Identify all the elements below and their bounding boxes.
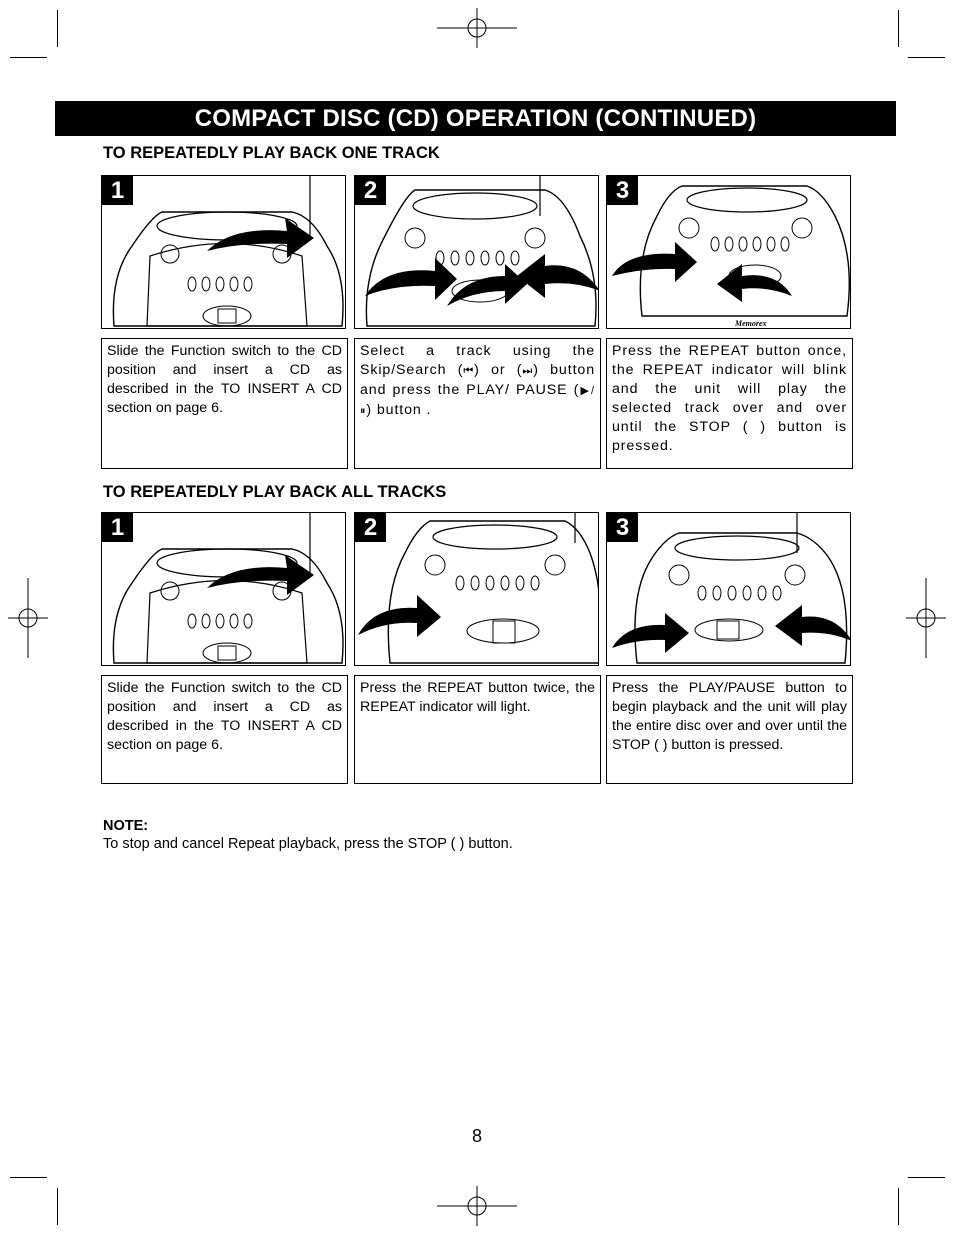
registration-mark-icon: [906, 578, 946, 658]
section-title-one-track: TO REPEATEDLY PLAY BACK ONE TRACK: [103, 144, 440, 162]
step-2-text-part: ) or (: [474, 362, 523, 378]
step-number: 3: [607, 513, 638, 542]
step-3-description: Press the PLAY/PAUSE button to begin playback and the unit will play the entire disc over and over until the STOP ( ) button is pressed.: [606, 675, 853, 784]
play-pause-icon: ▶/⏸: [360, 385, 595, 417]
step-number: 2: [355, 513, 386, 542]
figure-step-3: [606, 175, 851, 329]
step-2-text-part: ) button .: [366, 402, 432, 418]
note-text: To stop and cancel Repeat playback, press the STOP ( ) button.: [103, 836, 513, 852]
step-1-description: Slide the Function switch to the CD position and insert a CD as described in the TO INSERT A CD section on page 6.: [101, 675, 348, 784]
step-2-text-part: Select a track using the Skip/Search (: [360, 343, 595, 378]
boombox-illustration: [355, 176, 599, 329]
page-title: COMPACT DISC (CD) OPERATION (CONTINUED): [55, 101, 896, 136]
step-1-description: Slide the Function switch to the CD position and insert a CD as described in the TO INSERT A CD section on page 6.: [101, 338, 348, 469]
step-number: 2: [355, 176, 386, 205]
figure-step-2: [354, 175, 599, 329]
step-number: 3: [607, 176, 638, 205]
step-number: 1: [102, 513, 133, 542]
registration-mark-icon: [8, 578, 48, 658]
boombox-illustration: [355, 513, 599, 666]
figure-step-1: [101, 512, 346, 666]
step-number: 1: [102, 176, 133, 205]
note-label: NOTE:: [103, 818, 149, 834]
boombox-illustration: [607, 513, 851, 666]
brand-logo: Memorex: [735, 319, 767, 328]
figure-step-3: [606, 512, 851, 666]
boombox-illustration: [102, 176, 346, 329]
boombox-illustration: [607, 176, 851, 329]
figure-step-2: [354, 512, 599, 666]
step-2-text-part: ) button and press the PLAY/ PAUSE (: [360, 362, 595, 398]
step-3-description: Press the REPEAT button once, the REPEAT indicator will blink and the unit will play the selected track over and over until the STOP ( ) button is pressed.: [606, 338, 853, 469]
page-number: 8: [471, 1126, 482, 1146]
registration-mark-icon: [437, 8, 517, 48]
registration-mark-icon: [437, 1186, 517, 1226]
step-2-description: Press the REPEAT button twice, the REPEAT indicator will light.: [354, 675, 601, 784]
boombox-illustration: [102, 513, 346, 666]
skip-forward-icon: ⏭: [522, 365, 534, 377]
figure-step-1: [101, 175, 346, 329]
skip-back-icon: ⏮: [463, 365, 475, 377]
section-title-all-tracks: TO REPEATEDLY PLAY BACK ALL TRACKS: [103, 483, 447, 501]
step-2-description: [354, 338, 601, 469]
